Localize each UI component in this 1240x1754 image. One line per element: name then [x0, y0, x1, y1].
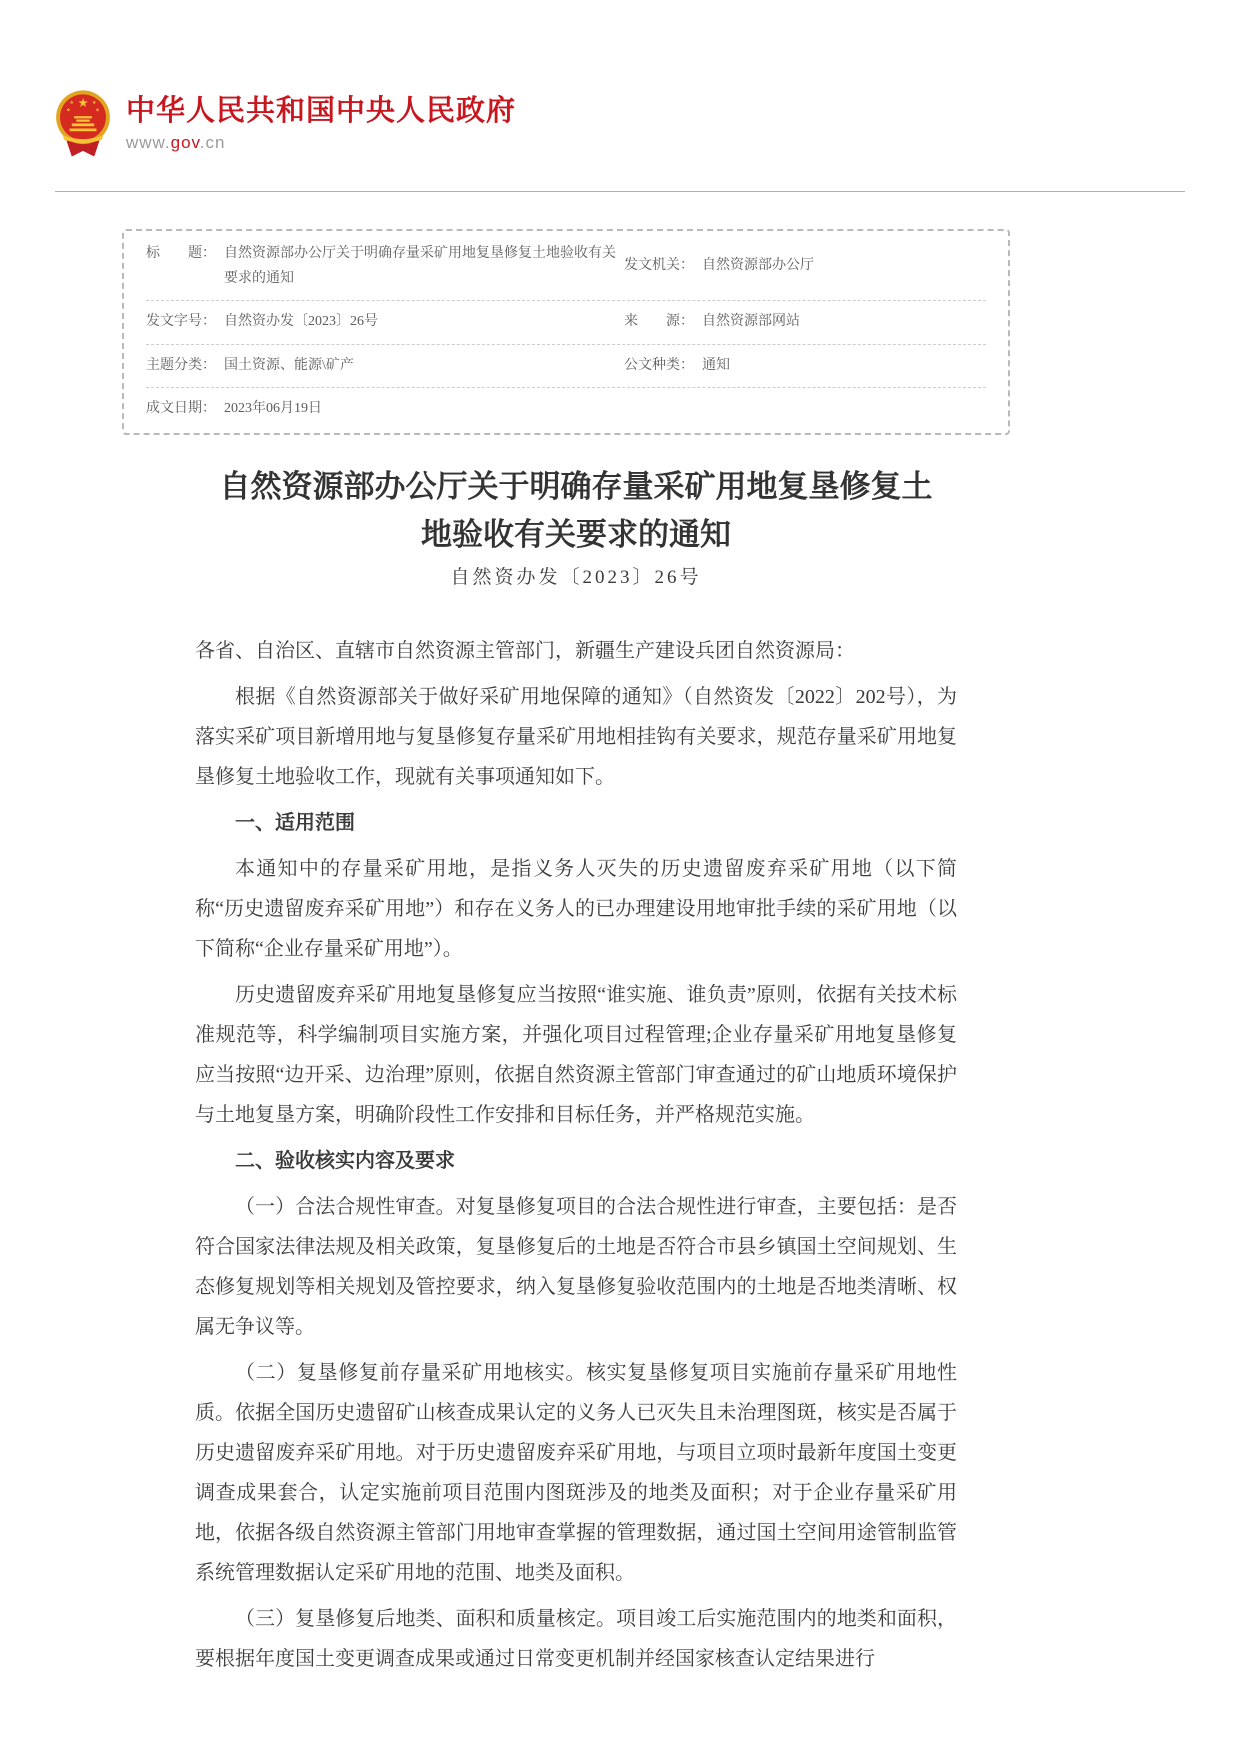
section-heading-1: 一、适用范围 — [235, 811, 355, 834]
document-meta-card — [122, 229, 1010, 435]
svg-text:★: ★ — [95, 108, 100, 114]
meta-row-date — [146, 388, 986, 431]
meta-value-written-date: 2023年06月19日 — [224, 401, 322, 416]
meta-cell-written-date — [146, 397, 624, 422]
document-body — [195, 463, 957, 1679]
meta-value-subject-category: 国土资源、能源\矿产 — [224, 357, 354, 373]
site-url[interactable] — [126, 133, 516, 153]
meta-cell-issuing-agency — [624, 254, 986, 279]
document-number: 自然资办发〔2023〕26号 — [450, 566, 702, 588]
meta-row-subject — [146, 345, 986, 389]
header-divider — [55, 191, 1185, 192]
meta-label-doc-type: 公文种类： — [624, 357, 694, 373]
paragraph-item-3: （三）复垦修复后地类、面积和质量核定。项目竣工后实施范围内的地类和面积，要根据年度国土变更调查成果或通过日常变更机制并经国家核查认定结果进行 — [195, 1607, 957, 1670]
svg-text:★: ★ — [77, 96, 89, 111]
paragraph-intro: 根据《自然资源部关于做好采矿用地保障的通知》（自然资发〔2022〕202号），为落实采矿项目新增用地与复垦修复存量采矿用地相挂钩有关要求，规范存量采矿用地复垦修复土地验收工作，现就有关事项通知如下。 — [195, 685, 957, 788]
meta-label-subject-category: 主题分类： — [146, 357, 216, 373]
paragraph-scope-2: 历史遗留废弃采矿用地复垦修复应当按照“谁实施、谁负责”原则，依据有关技术标准规范等，科学编制项目实施方案，并强化项目过程管理;企业存量采矿用地复垦修复应当按照“边开采、边治理”原则，依据自然资源主管部门审查通过的矿山地质环境保护与土地复垦方案，明确阶段性工作安排和目标任务，并严格规范实施。 — [195, 983, 957, 1126]
url-gov: gov — [170, 133, 200, 153]
section-heading-2: 二、验收核实内容及要求 — [235, 1149, 455, 1172]
svg-text:★: ★ — [66, 108, 71, 114]
meta-label-written-date: 成文日期： — [146, 401, 216, 416]
meta-cell-source — [624, 310, 986, 335]
meta-cell-subject-category — [146, 354, 624, 379]
meta-cell-title — [146, 242, 624, 291]
national-emblem-icon[interactable] — [55, 88, 111, 160]
url-cn: .cn — [199, 133, 226, 153]
meta-label-doc-number: 发文字号： — [146, 314, 216, 329]
meta-value-title: 自然资源部办公厅关于明确存量采矿用地复垦修复土地验收有关要求的通知 — [224, 246, 616, 286]
svg-text:★: ★ — [69, 100, 75, 106]
document-title: 自然资源部办公厅关于明确存量采矿用地复垦修复土地验收有关要求的通知 — [219, 468, 933, 552]
meta-value-source: 自然资源部网站 — [702, 314, 800, 329]
site-identity — [126, 95, 516, 153]
site-header — [0, 0, 1240, 160]
meta-label-title: 标 题： — [146, 246, 216, 261]
meta-cell-doc-type — [624, 354, 986, 379]
site-title: 中华人民共和国中央人民政府 — [126, 94, 517, 127]
paragraph-scope-1: 本通知中的存量采矿用地，是指义务人灭失的历史遗留废弃采矿用地（以下简称“历史遗留废弃采矿用地”）和存在义务人的已办理建设用地审批手续的采矿用地（以下简称“企业存量采矿用地”）。 — [195, 857, 957, 960]
meta-row-doc-number — [146, 301, 986, 345]
meta-cell-doc-number — [146, 310, 624, 335]
svg-text:★: ★ — [91, 100, 97, 106]
meta-label-source: 来 源： — [624, 314, 694, 329]
paragraph-item-1: （一）合法合规性审查。对复垦修复项目的合法合规性进行审查，主要包括：是否符合国家法律法规及相关政策，复垦修复后的土地是否符合市县乡镇国土空间规划、生态修复规划等相关规划及管控要求，纳入复垦修复验收范围内的土地是否地类清晰、权属无争议等。 — [195, 1195, 957, 1338]
meta-value-issuing-agency: 自然资源部办公厅 — [702, 258, 814, 274]
paragraph-item-2: （二）复垦修复前存量采矿用地核实。核实复垦修复项目实施前存量采矿用地性质。依据全国历史遗留矿山核查成果认定的义务人已灭失且未治理图斑，核实是否属于历史遗留废弃采矿用地。对于历史遗留废弃采矿用地，与项目立项时最新年度国土变更调查成果套合，认定实施前项目范围内图斑涉及的地类及面积；对于企业存量采矿用地，依据各级自然资源主管部门用地审查掌握的管理数据，通过国土空间用途管制监管系统管理数据认定采矿用地的范围、地类及面积。 — [195, 1361, 957, 1584]
meta-value-doc-type: 通知 — [702, 357, 730, 373]
meta-value-doc-number: 自然资办发〔2023〕26号 — [224, 314, 378, 329]
meta-label-issuing-agency: 发文机关： — [624, 258, 694, 274]
meta-row-title — [146, 233, 986, 301]
salutation: 各省、自治区、直辖市自然资源主管部门，新疆生产建设兵团自然资源局： — [195, 639, 855, 662]
url-www: www. — [126, 133, 171, 153]
